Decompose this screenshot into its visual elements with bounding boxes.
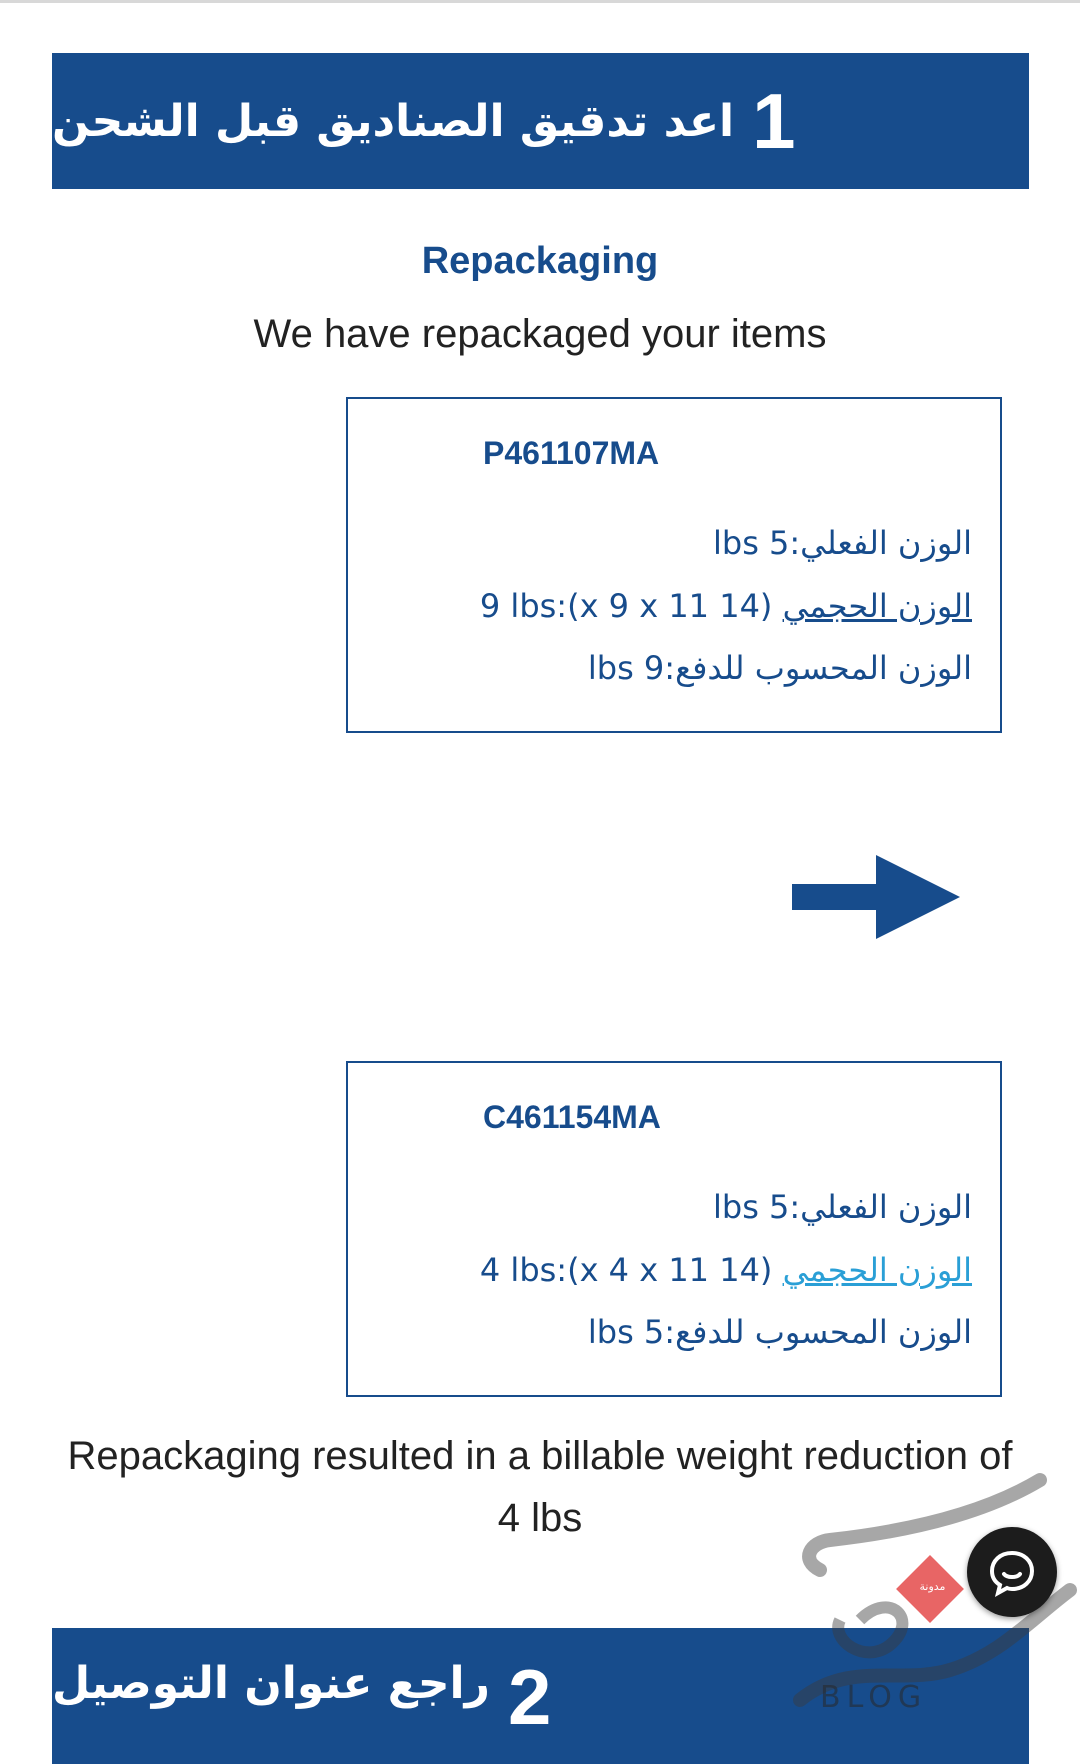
step-number: 2 bbox=[507, 1653, 552, 1741]
blog-watermark-text: BLOG bbox=[820, 1680, 928, 1715]
actual-weight: الوزن الفعلي:5 lbs bbox=[712, 1188, 972, 1226]
volumetric-weight bbox=[480, 587, 972, 625]
repackaging-title: Repackaging bbox=[421, 240, 659, 282]
package-code: P461107MA bbox=[483, 435, 660, 471]
volumetric-weight bbox=[480, 1251, 972, 1289]
chat-bubble-icon bbox=[987, 1547, 1037, 1597]
billable-weight: الوزن المحسوب للدفع:5 lbs bbox=[587, 1313, 972, 1351]
step-number: 1 bbox=[752, 77, 796, 165]
repackaging-subtitle: We have repackaged your items bbox=[253, 312, 827, 356]
package-card bbox=[346, 397, 1002, 733]
billable-weight: الوزن المحسوب للدفع:9 lbs bbox=[587, 649, 972, 687]
blog-badge-text: مدونة bbox=[919, 1580, 946, 1594]
arrow-right-icon bbox=[792, 855, 960, 939]
weight-reduction-summary: Repackaging resulted in a billable weight reduction of 4 lbs bbox=[67, 1434, 1013, 1540]
actual-weight: الوزن الفعلي:5 lbs bbox=[712, 524, 972, 562]
package-card bbox=[346, 1061, 1002, 1397]
step-1-header bbox=[52, 53, 1029, 189]
package-code: C461154MA bbox=[483, 1099, 661, 1135]
chat-button[interactable] bbox=[967, 1527, 1057, 1617]
step-title: اعد تدقيق الصناديق قبل الشحن bbox=[52, 95, 735, 147]
volumetric-weight-link[interactable]: الوزن الحجمي bbox=[782, 587, 972, 625]
volumetric-weight-value: (14 x 9 x 11):9 lbs bbox=[479, 587, 783, 625]
volumetric-weight-link[interactable]: الوزن الحجمي bbox=[782, 1251, 972, 1289]
top-divider bbox=[0, 0, 1080, 3]
step-title: راجع عنوان التوصيل bbox=[52, 1658, 490, 1709]
volumetric-weight-value: (14 x 4 x 11):4 lbs bbox=[479, 1251, 783, 1289]
